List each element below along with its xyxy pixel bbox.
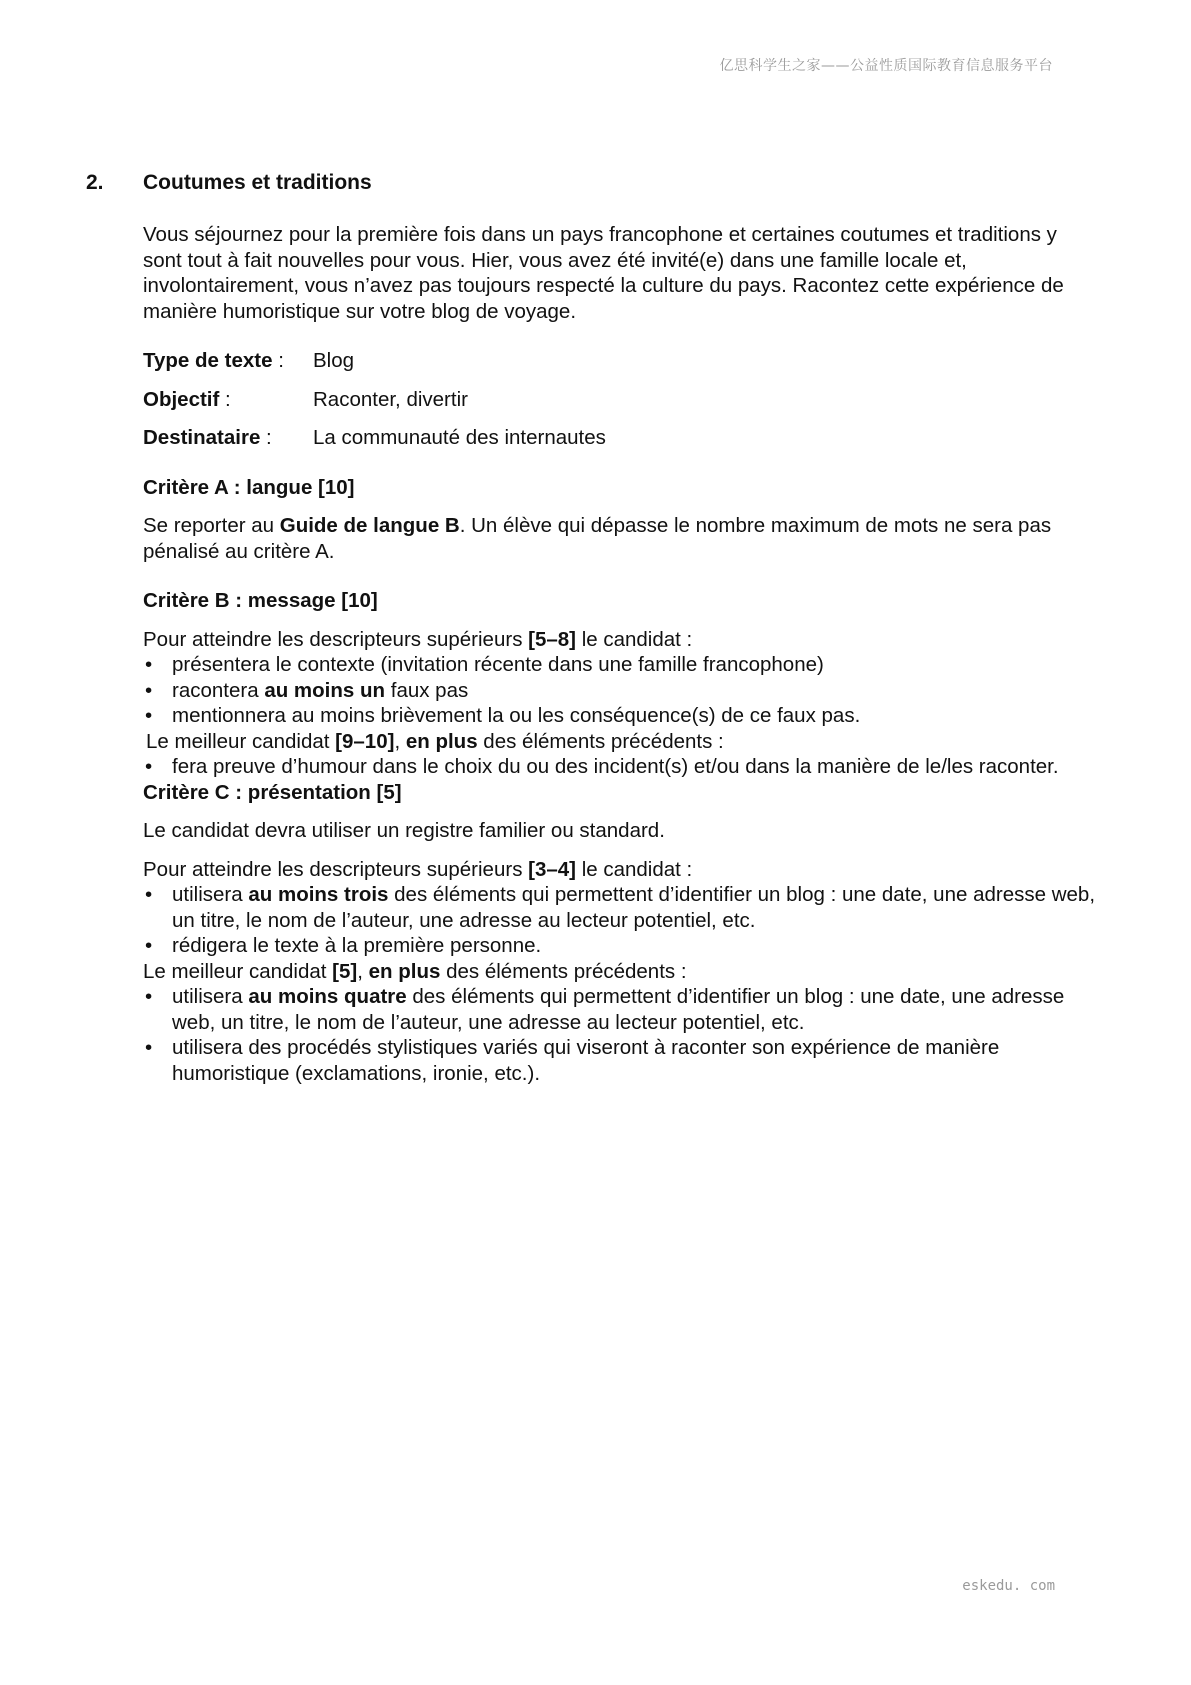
list-item: • présentera le contexte (invitation récente dans une famille francophone) <box>145 653 824 676</box>
section-heading <box>86 171 372 195</box>
meta-sep: : <box>219 387 231 411</box>
bullet-icon: • <box>145 678 153 702</box>
meta-value: Raconter, divertir <box>313 387 468 411</box>
criterion-c-register: Le candidat devra utiliser un registre familier ou standard. <box>143 819 665 842</box>
list-item: • rédigera le texte à la première personne. <box>145 934 542 957</box>
bullet-icon: • <box>145 883 153 906</box>
list-item: • utilisera au moins quatre des éléments qui permettent d’identifier un blog : une date, une adresse web, un titre, le nom de l’auteur, une adresse au lecteur potentiel, etc. <box>145 985 1065 1034</box>
meta-sep: : <box>260 426 272 449</box>
criterion-c-title: Critère C : présentation [5] <box>143 780 402 804</box>
criterion-c-bullets <box>143 882 1098 959</box>
criterion-a-title: Critère A : langue [10] <box>143 475 355 499</box>
document-body <box>143 222 1098 1086</box>
list-item: • fera preuve d’humour dans le choix du ou des incident(s) et/ou dans la manière de le/les raconter. <box>145 755 1059 778</box>
meta-sep: : <box>272 349 284 372</box>
criterion-c-best-bullets <box>143 984 1098 1086</box>
bullet-icon: • <box>145 934 153 957</box>
criterion-a-text: Se reporter au Guide de langue B. Un élève qui dépasse le nombre maximum de mots ne sera pas pénalisé au critère A. <box>143 514 1052 563</box>
list-item: • utilisera des procédés stylistiques variés qui viseront à raconter son expérience de manière humoristique (exclamations, ironie, etc.). <box>145 1036 1000 1085</box>
meta-row-objective <box>143 387 1098 413</box>
meta-label: Objectif <box>143 387 220 411</box>
bullet-icon: • <box>145 755 153 778</box>
meta-value: La communauté des internautes <box>313 426 606 449</box>
criterion-b-bullets <box>143 652 1098 729</box>
bullet-icon: • <box>145 985 153 1008</box>
meta-row-type <box>143 348 1098 374</box>
list-item: • racontera au moins un faux pas <box>145 678 469 702</box>
list-item: • utilisera au moins trois des éléments qui permettent d’identifier un blog : une date, une adresse web, un titre, le nom de l’auteur, une adresse au lecteur potentiel, etc. <box>145 883 1096 932</box>
criterion-b-best-lead: Le meilleur candidat [9–10], en plus des éléments précédents : <box>146 729 724 753</box>
criterion-b-best-bullets <box>143 754 1098 780</box>
criterion-b-lead: Pour atteindre les descripteurs supérieurs [5–8] le candidat : <box>143 627 693 651</box>
criterion-c-lead: Pour atteindre les descripteurs supérieurs [3–4] le candidat : <box>143 857 693 881</box>
meta-row-audience <box>143 425 1098 451</box>
section-title: Coutumes et traditions <box>143 171 372 194</box>
criterion-b-title: Critère B : message [10] <box>143 589 378 612</box>
bullet-icon: • <box>145 704 153 727</box>
bullet-icon: • <box>145 653 153 676</box>
bullet-icon: • <box>145 1036 153 1059</box>
criterion-c-best-lead: Le meilleur candidat [5], en plus des éléments précédents : <box>143 959 687 983</box>
page-footer-note: eskedu. com <box>962 1578 1055 1594</box>
meta-label: Type de texte <box>143 349 273 372</box>
task-intro: Vous séjournez pour la première fois dans un pays francophone et certaines coutumes et traditions y sont tout à fait nouvelles pour vous. Hier, vous avez été invité(e) dans une famille locale et, involontairement, vous n’avez pas toujours respecté la culture du pays. Racontez cette expérience de manière humoristique sur votre blog de voyage. <box>143 223 1064 323</box>
list-item: • mentionnera au moins brièvement la ou les conséquence(s) de ce faux pas. <box>145 704 861 727</box>
meta-label: Destinataire <box>143 426 261 449</box>
section-number: 2. <box>86 171 104 194</box>
page-header-note: 亿思科学生之家——公益性质国际教育信息服务平台 <box>719 58 1053 74</box>
meta-value: Blog <box>313 349 355 372</box>
